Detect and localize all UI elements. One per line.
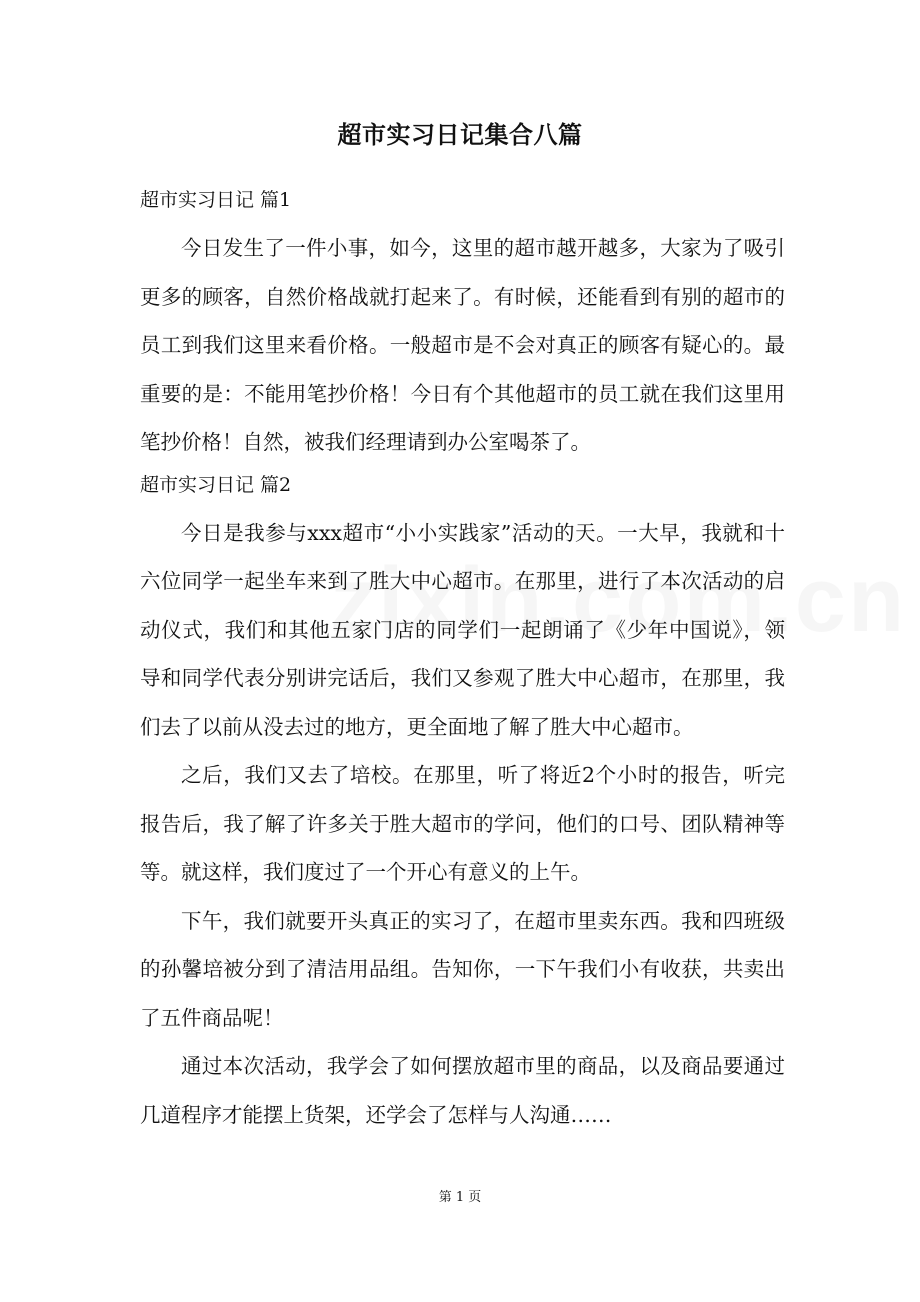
document-body — [140, 182, 785, 1139]
paragraph: 之后，我们又去了培校。在那里，听了将近2个小时的报告，听完报告后，我了解了许多关于胜大超市的学问，他们的口号、团队精神等等。就这样，我们度过了一个开心有意义的上午。 — [140, 763, 785, 884]
section-2 — [140, 467, 785, 1140]
document-title: 超市实习日记集合八篇 — [337, 120, 583, 149]
paragraph: 下午，我们就要开头真正的实习了，在超市里卖东西。我和四班级的孙馨培被分到了清洁用品组。告知你，一下午我们小有收获，共卖出了五件商品呢！ — [140, 908, 785, 1030]
section-heading: 超市实习日记 篇2 — [140, 473, 292, 496]
section-heading: 超市实习日记 篇1 — [140, 189, 292, 211]
paragraph: 今日是我参与xxx超市“小小实践家”活动的天。一大早，我就和十六位同学一起坐车来到了胜大中心超市。在那里，进行了本次活动的启动仪式，我们和其他五家门店的同学们一起朗诵了《少年中国说》，领导和同学代表分别讲完话后，我们又参观了胜大中心超市，在那里，我们去了以前从没去过的地方，更全面地了解了胜大中心超市。 — [140, 520, 785, 739]
paragraph: 今日发生了一件小事，如今，这里的超市越开越多，大家为了吸引更多的顾客，自然价格战就打起来了。有时候，还能看到有别的超市的员工到我们这里来看价格。一般超市是不会对真正的顾客有疑心的。最重要的是：不能用笔抄价格！今日有个其他超市的员工就在我们这里用笔抄价格！自然，被我们经理请到办公室喝茶了。 — [140, 236, 785, 454]
paragraph: 通过本次活动，我学会了如何摆放超市里的商品，以及商品要通过几道程序才能摆上货架，还学会了怎样与人沟通…… — [140, 1054, 785, 1127]
page-number: 第 1 页 — [438, 1190, 482, 1205]
section-1 — [140, 182, 785, 467]
